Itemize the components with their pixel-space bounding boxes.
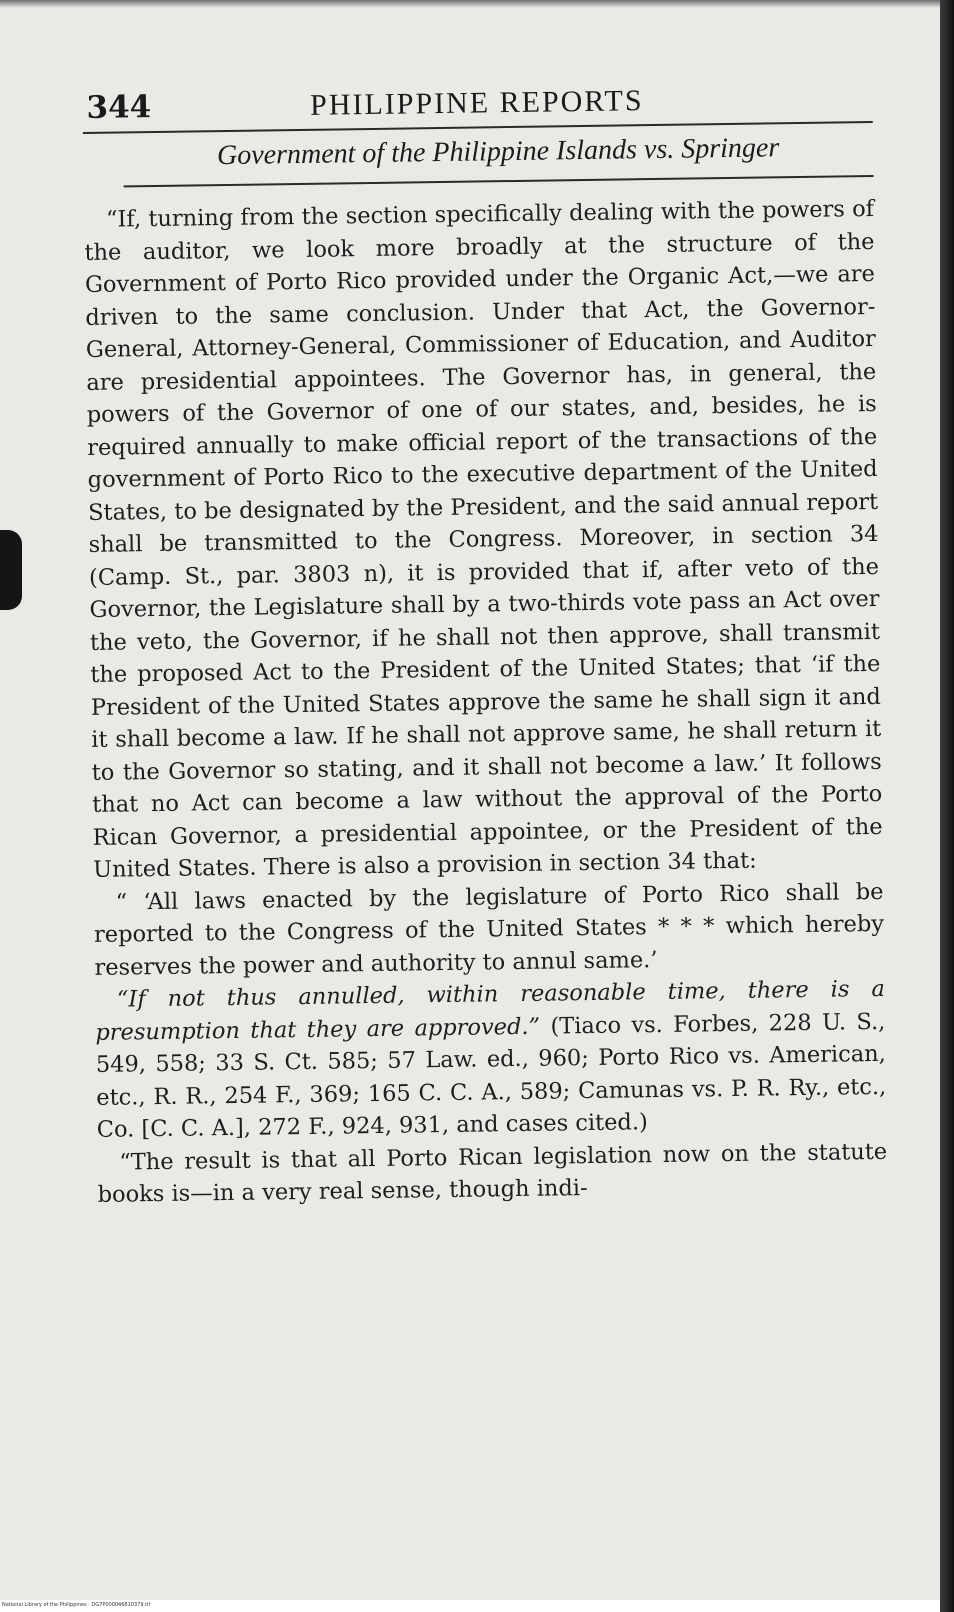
- page-content: [82, 61, 888, 1211]
- scan-top-edge: [0, 0, 940, 8]
- running-head: PHILIPPINE REPORTS: [309, 84, 644, 122]
- paragraph-2: “ ‘All laws enacted by the legislature of Porto Rico shall be reported to the Congress of the United States * * * which hereby reserves the power and authority to annul same.’: [93, 878, 885, 981]
- citation-text: (Tiaco vs. Forbes, 228 U. S., 549, 558; 33 S. Ct. 585; 57 Law. ed., 960; Porto Rico vs. American, etc., R. R., 254 F., 369; 165 C. C. A., 589; Camunas vs. P. R. Ry., etc., Co. [C. C. A.], 272 F., 924, 931, and cases cited.): [95, 1008, 887, 1143]
- page-number: 344: [86, 89, 152, 126]
- page-header: [82, 61, 873, 134]
- paragraph-1: “If, turning from the section specifically dealing with the powers of the auditor, we look more broadly at the structure of the Government of Porto Rico provided under the Organic Act,—we are driven to the same conclusion. Under that Act, the Governor-General, Attorney-General, Commissioner of Education, and Auditor are presidential appointees. The Governor has, in general, the powers of the Governor of one of our states, and, besides, he is required annually to make official report of the transactions of the government of Porto Rico to the executive department of the United States, to be designated by the President, and the said annual report shall be transmitted to the Congress. Moreover, in section 34 (Camp. St., par. 3803 n), it is provided that if, after veto of the Governor, the Legislature shall by a two-thirds vote pass an Act over the veto, the Governor, if he shall not then approve, shall transmit the proposed Act to the President of the United States; that ‘if the President of the United States approve the same he shall sign it and it shall become a law. If he shall not approve same, he shall return it to the Governor so stating, and it shall not become a law.’ It follows that no Act can become a law without the approval of the Porto Rican Governor, a presidential appointee, or the President of the United States. There is also a provision in section 34 that:: [84, 195, 883, 883]
- quoted-italic-text: “If not thus annulled, within reasonable time, there is a presumption that they are approved.”: [95, 975, 886, 1046]
- binding-mark: [0, 530, 22, 610]
- footer-caption: National Library of the Philippines · DG7P000046810379.tif: [2, 1602, 151, 1608]
- scan-right-edge: [940, 0, 954, 1612]
- paragraph-3: [95, 973, 887, 1147]
- body-text: [84, 193, 888, 1211]
- case-title: Government of the Philippine Islands vs. Springer: [123, 123, 874, 187]
- paragraph-4: “The result is that all Porto Rican legislation now on the statute books is—in a very real sense, though indi-: [97, 1138, 888, 1208]
